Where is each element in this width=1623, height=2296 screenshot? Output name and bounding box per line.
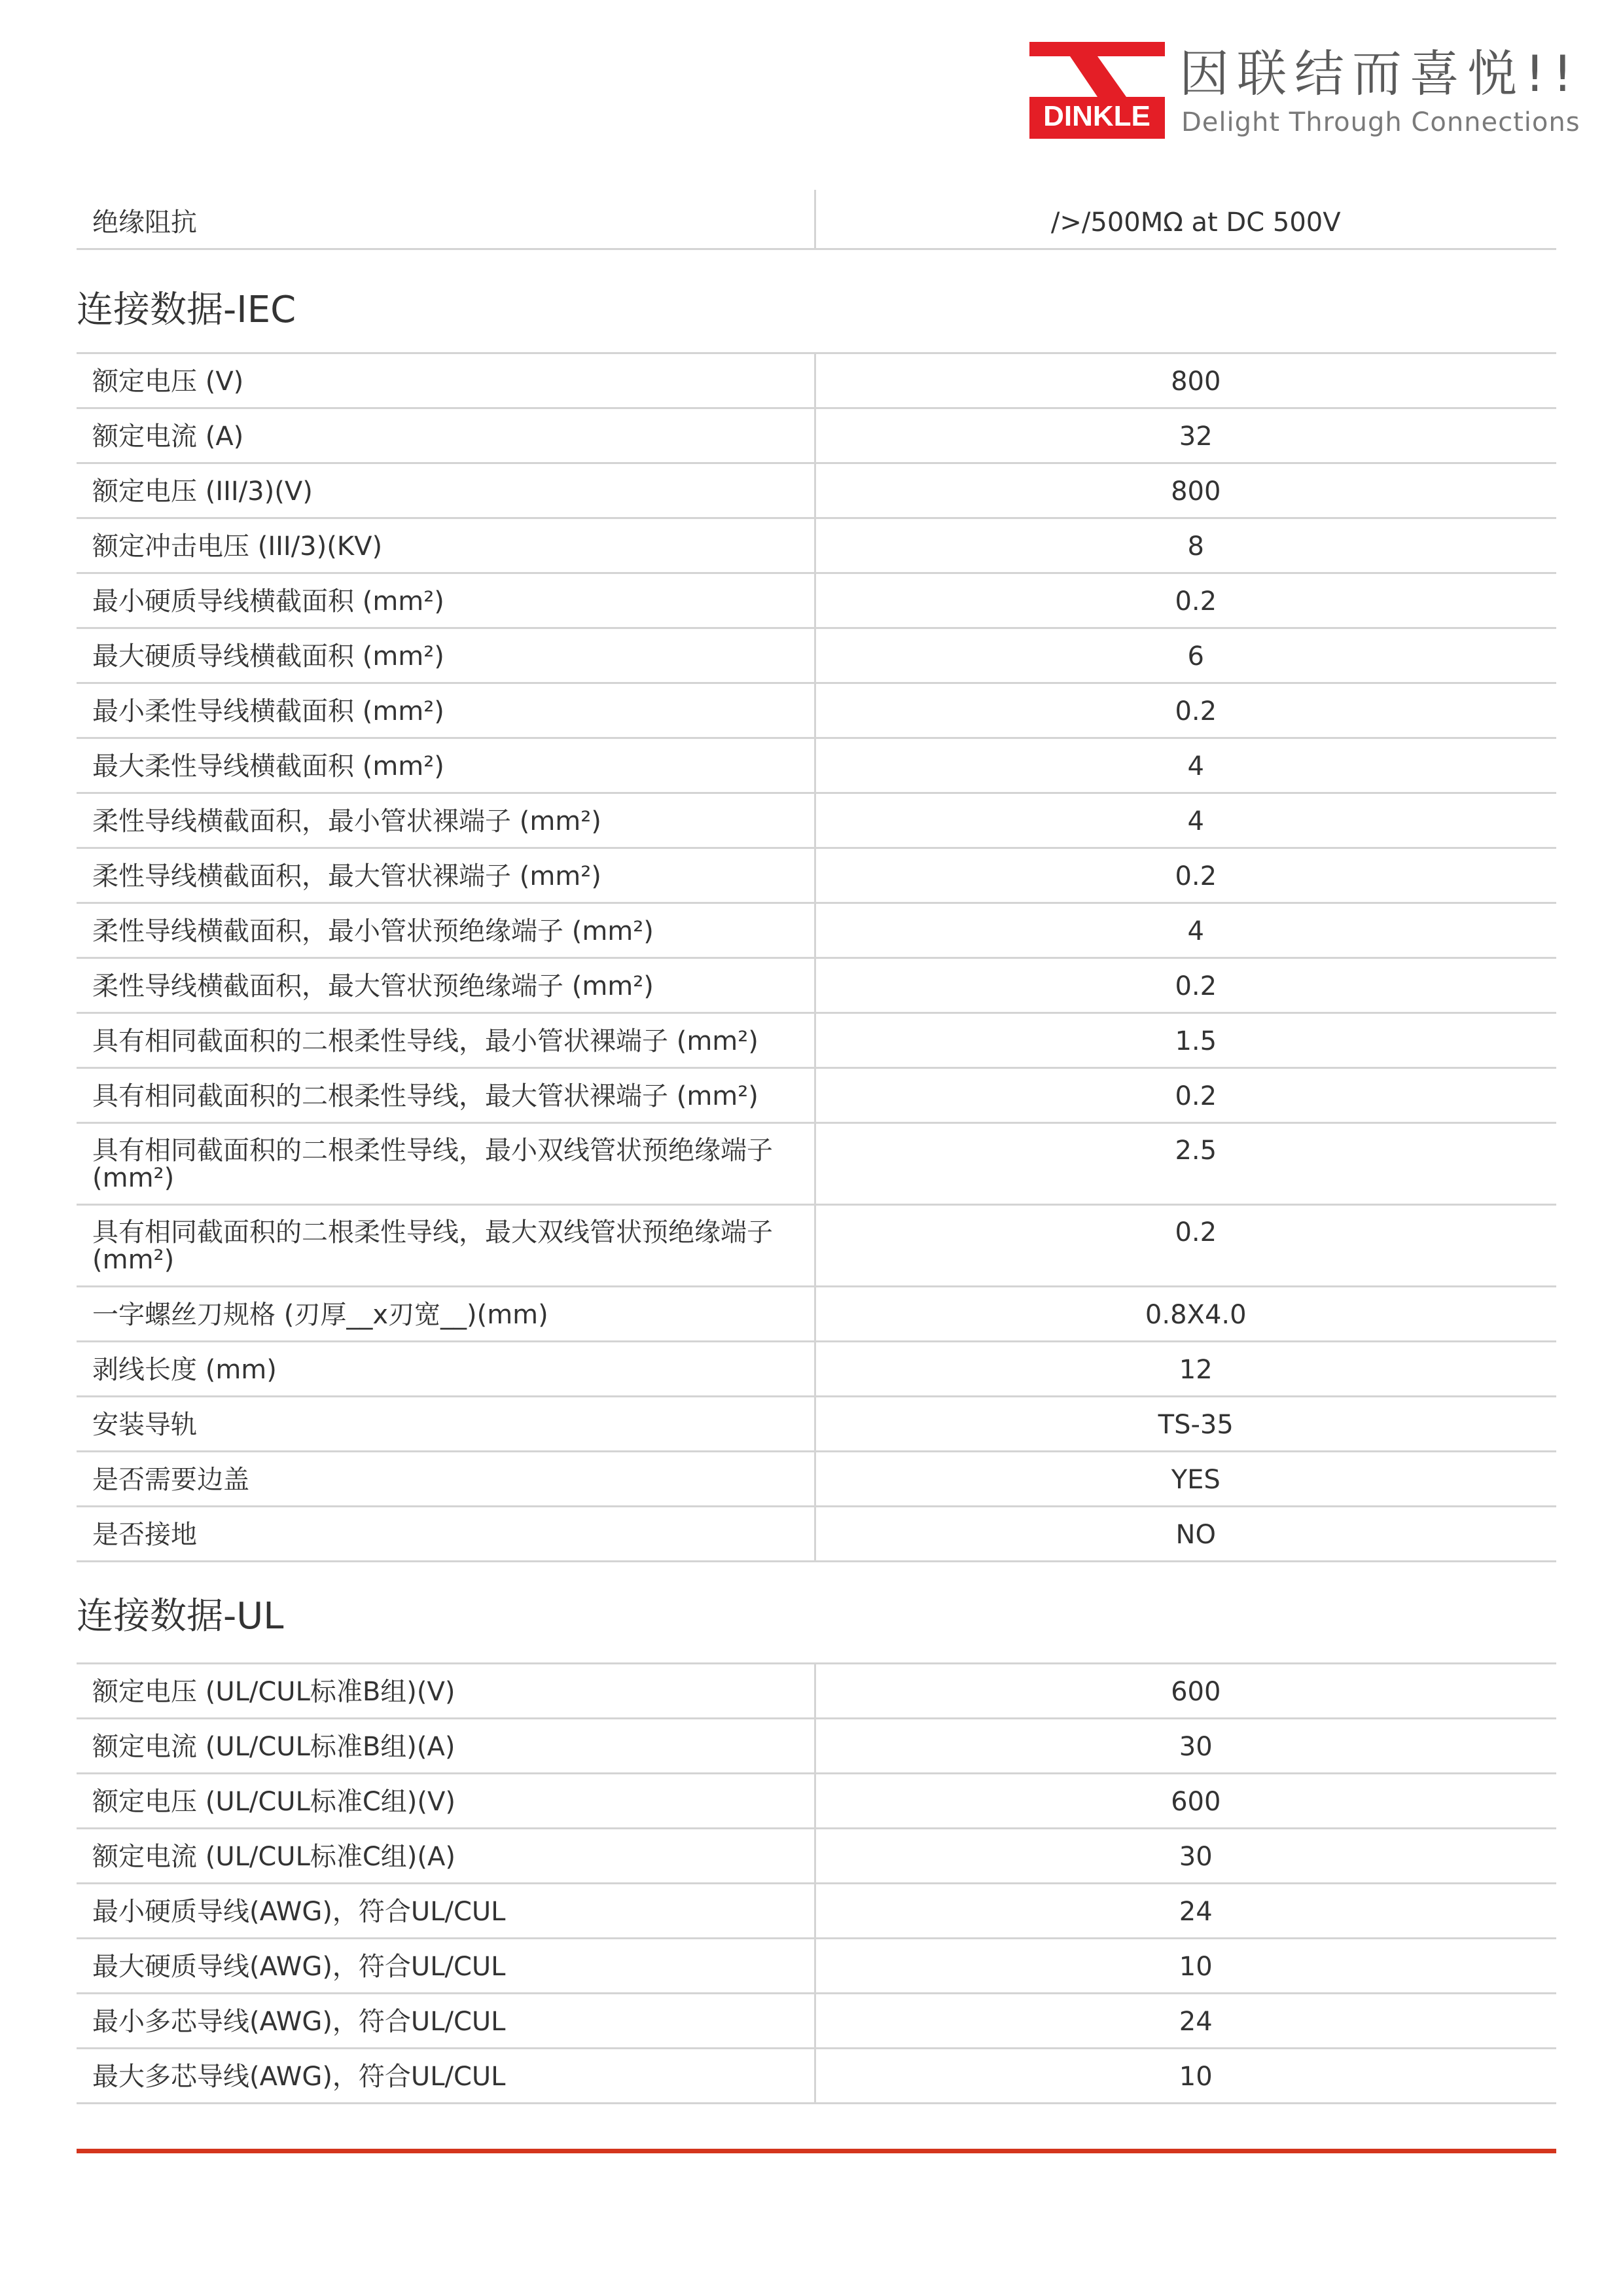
table-row <box>77 1719 1556 1774</box>
spec-value: 24 <box>815 1884 1556 1939</box>
spec-value: TS-35 <box>815 1397 1556 1452</box>
spec-value: />/500MΩ at DC 500V <box>815 190 1556 249</box>
spec-value: 600 <box>815 1664 1556 1719</box>
table-row <box>77 1068 1556 1123</box>
spec-value: NO <box>815 1507 1556 1562</box>
spec-label: 柔性导线横截面积，最大管状裸端子 (mm²) <box>77 848 815 903</box>
spec-value: 2.5 <box>815 1123 1556 1205</box>
spec-value: YES <box>815 1452 1556 1507</box>
spec-label: 最大硬质导线(AWG)，符合UL/CUL <box>77 1939 815 1994</box>
spec-label: 最小硬质导线横截面积 (mm²) <box>77 573 815 628</box>
table-row <box>77 1287 1556 1342</box>
spec-label: 额定电流 (A) <box>77 408 815 463</box>
section-title-iec: 连接数据-IEC <box>77 289 296 331</box>
spec-label: 额定电压 (UL/CUL标准C组)(V) <box>77 1774 815 1829</box>
spec-label: 剥线长度 (mm) <box>77 1342 815 1397</box>
slogan-chinese: 因联结而喜悦!! <box>1179 45 1580 103</box>
table-row <box>77 1342 1556 1397</box>
table-row <box>77 1205 1556 1287</box>
table-row <box>77 1123 1556 1205</box>
spec-value: 0.2 <box>815 958 1556 1013</box>
spec-label: 柔性导线横截面积，最大管状预绝缘端子 (mm²) <box>77 958 815 1013</box>
spec-label: 最小硬质导线(AWG)，符合UL/CUL <box>77 1884 815 1939</box>
spec-label: 最大多芯导线(AWG)，符合UL/CUL <box>77 2049 815 2104</box>
table-row <box>77 738 1556 793</box>
spec-label: 柔性导线横截面积，最小管状预绝缘端子 (mm²) <box>77 903 815 958</box>
table-row <box>77 1774 1556 1829</box>
spec-label: 安装导轨 <box>77 1397 815 1452</box>
spec-label: 额定冲击电压 (III/3)(KV) <box>77 518 815 573</box>
table-row <box>77 1013 1556 1068</box>
spec-label: 柔性导线横截面积，最小管状裸端子 (mm²) <box>77 793 815 848</box>
table-row <box>77 1664 1556 1719</box>
table-row <box>77 573 1556 628</box>
spec-value: 0.2 <box>815 1205 1556 1287</box>
spec-value: 600 <box>815 1774 1556 1829</box>
dinkle-logo-icon <box>1029 42 1165 139</box>
spec-value: 24 <box>815 1994 1556 2049</box>
footer-divider <box>77 2149 1556 2153</box>
table-row <box>77 1397 1556 1452</box>
table-row <box>77 518 1556 573</box>
table-row <box>77 1884 1556 1939</box>
table-row <box>77 1452 1556 1507</box>
spec-label: 额定电流 (UL/CUL标准B组)(A) <box>77 1719 815 1774</box>
spec-value: 8 <box>815 518 1556 573</box>
spec-value: 12 <box>815 1342 1556 1397</box>
spec-value: 800 <box>815 463 1556 518</box>
spec-label: 额定电压 (V) <box>77 353 815 408</box>
spec-value: 0.2 <box>815 1068 1556 1123</box>
table-row <box>77 190 1556 249</box>
table-row <box>77 683 1556 738</box>
table-row <box>77 1994 1556 2049</box>
logo-text: DINKLE <box>1043 100 1150 132</box>
spec-value: 0.2 <box>815 573 1556 628</box>
spec-value: 0.2 <box>815 683 1556 738</box>
spec-value: 800 <box>815 353 1556 408</box>
insulation-table <box>77 190 1556 250</box>
spec-label: 最小柔性导线横截面积 (mm²) <box>77 683 815 738</box>
spec-label: 具有相同截面积的二根柔性导线，最小管状裸端子 (mm²) <box>77 1013 815 1068</box>
table-row <box>77 793 1556 848</box>
spec-label: 绝缘阻抗 <box>77 190 815 249</box>
spec-label: 具有相同截面积的二根柔性导线，最小双线管状预绝缘端子 (mm²) <box>77 1123 815 1205</box>
table-row <box>77 2049 1556 2104</box>
spec-label: 具有相同截面积的二根柔性导线，最大双线管状预绝缘端子 (mm²) <box>77 1205 815 1287</box>
spec-label: 额定电压 (UL/CUL标准B组)(V) <box>77 1664 815 1719</box>
table-row <box>77 848 1556 903</box>
table-row <box>77 408 1556 463</box>
spec-value: 4 <box>815 903 1556 958</box>
spec-label: 额定电流 (UL/CUL标准C组)(A) <box>77 1829 815 1884</box>
table-row <box>77 1939 1556 1994</box>
spec-label: 是否需要边盖 <box>77 1452 815 1507</box>
spec-label: 额定电压 (III/3)(V) <box>77 463 815 518</box>
spec-label: 具有相同截面积的二根柔性导线，最大管状裸端子 (mm²) <box>77 1068 815 1123</box>
spec-value: 10 <box>815 1939 1556 1994</box>
spec-value: 0.8X4.0 <box>815 1287 1556 1342</box>
spec-value: 1.5 <box>815 1013 1556 1068</box>
section-title-ul: 连接数据-UL <box>77 1595 284 1638</box>
spec-value: 32 <box>815 408 1556 463</box>
table-row <box>77 1507 1556 1562</box>
spec-label: 是否接地 <box>77 1507 815 1562</box>
table-row <box>77 1829 1556 1884</box>
table-row <box>77 463 1556 518</box>
spec-value: 4 <box>815 793 1556 848</box>
spec-value: 30 <box>815 1719 1556 1774</box>
ul-spec-table <box>77 1662 1556 2104</box>
spec-value: 10 <box>815 2049 1556 2104</box>
spec-value: 6 <box>815 628 1556 683</box>
table-row <box>77 903 1556 958</box>
spec-value: 0.2 <box>815 848 1556 903</box>
table-row <box>77 353 1556 408</box>
spec-label: 最大硬质导线横截面积 (mm²) <box>77 628 815 683</box>
spec-value: 30 <box>815 1829 1556 1884</box>
table-row <box>77 958 1556 1013</box>
spec-label: 最大柔性导线横截面积 (mm²) <box>77 738 815 793</box>
brand-logo <box>1029 42 1580 140</box>
spec-label: 最小多芯导线(AWG)，符合UL/CUL <box>77 1994 815 2049</box>
slogan-english: Delight Through Connections <box>1181 107 1580 137</box>
spec-value: 4 <box>815 738 1556 793</box>
iec-spec-table <box>77 352 1556 1562</box>
spec-label: 一字螺丝刀规格 (刃厚__x刃宽__)(mm) <box>77 1287 815 1342</box>
table-row <box>77 628 1556 683</box>
